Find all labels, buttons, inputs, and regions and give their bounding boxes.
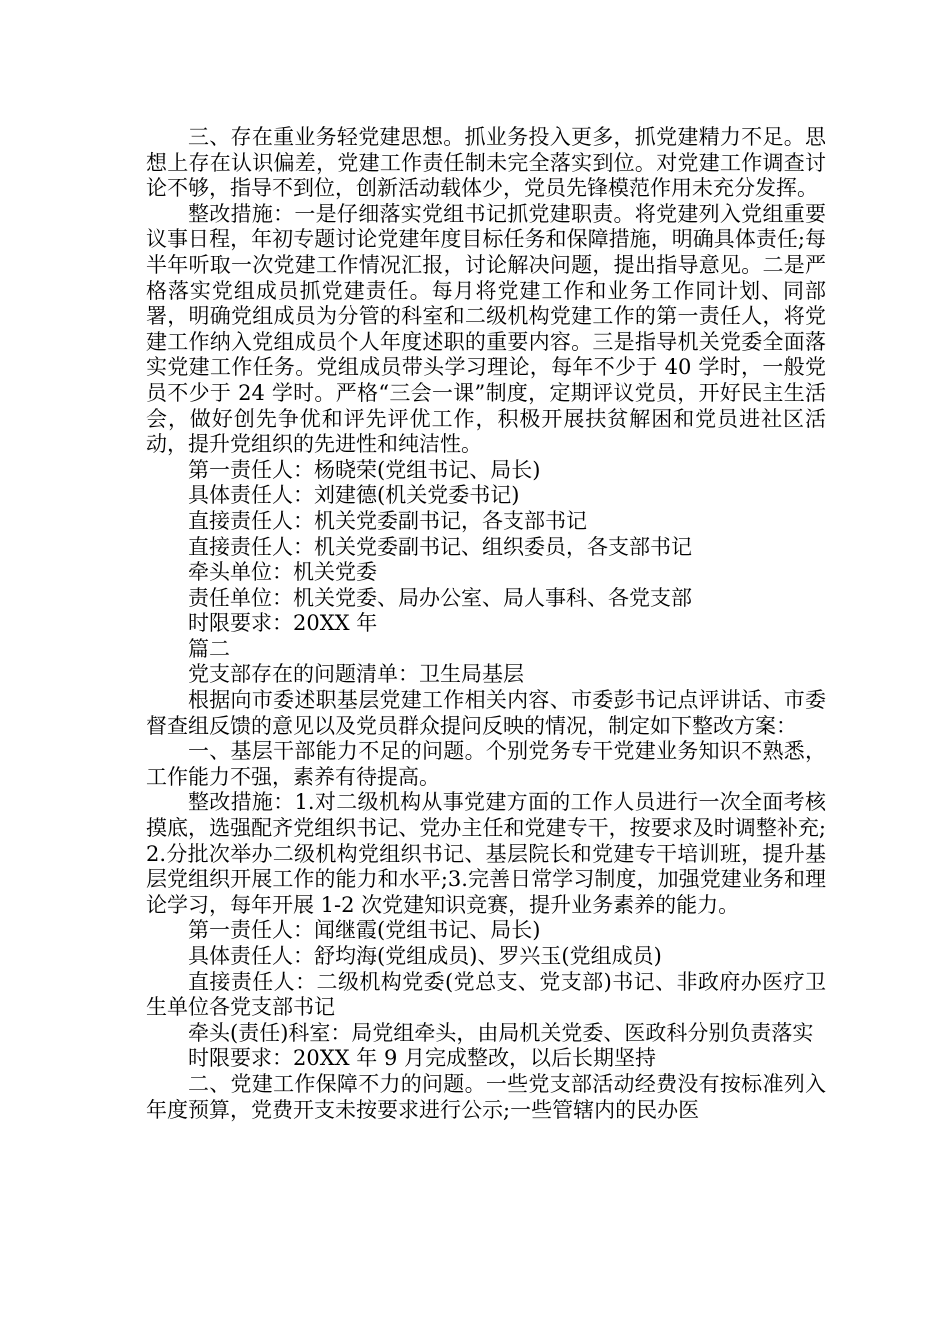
paragraph-lead-department: 牵头(责任)科室：局党组牵头，由局机关党委、医政科分别负责落实: [188, 1020, 814, 1045]
paragraph-direct-responsible-2: 直接责任人：机关党委副书记、组织委员，各支部书记: [188, 534, 692, 559]
paragraph-direct-responsible-3: 直接责任人：二级机构党委(党总支、党支部)书记、非政府办医疗卫生单位各党支部书记: [146, 969, 826, 1020]
paragraph-first-responsible-2: 第一责任人：闻继霞(党组书记、局长): [188, 918, 541, 943]
paragraph-specific-responsible-2: 具体责任人：舒均海(党组成员)、罗兴玉(党组成员): [188, 944, 662, 968]
paragraph-direct-responsible: 直接责任人：机关党委副书记，各支部书记: [188, 508, 587, 533]
paragraph-issue-one: 一、基层干部能力不足的问题。个别党务专干党建业务知识不熟悉，工作能力不强，素养有待提高。: [146, 739, 826, 789]
paragraph-issue-two: 二、党建工作保障不力的问题。一些党支部活动经费没有按标准列入年度预算，党费开支未按要求进行公示;一些管辖内的民办医: [146, 1071, 826, 1122]
document-body: [146, 125, 826, 1123]
paragraph-first-responsible: 第一责任人：杨晓荣(党组书记、局长): [188, 457, 541, 482]
paragraph-rectification-measures-2: 整改措施：1.对二级机构从事党建方面的工作人员进行一次全面考核摸底，选强配齐党组织书记、党办主任和党建专干，按要求及时调整补充;2.分批次举办二级机构党组织书记、基层院长和党建专干培训班，提升基层党组织开展工作的能力和水平;3.完善日常学习制度，加强党建业务和理论学习，每年开展 1-2 次党建知识竞赛，提升业务素养的能力。: [146, 790, 826, 917]
paragraph-rectification-measures: 整改措施：一是仔细落实党组书记抓党建职责。将党建列入党组重要议事日程，年初专题讨论党建年度目标任务和保障措施，明确具体责任;每半年听取一次党建工作情况汇报，讨论解决问题，提出指导意见。二是严格落实党组成员抓党建责任。每月将党建工作和业务工作同计划、同部署，明确党组成员为分管的科室和二级机构党建工作的第一责任人，将党建工作纳入党组成员个人年度述职的重要内容。三是指导机关党委全面落实党建工作任务。党组成员带头学习理论，每年不少于 40 学时，一般党员不少于 24 学时。严格“三会一课”制度，定期评议党员，开好民主生活会，做好创先争优和评先评优工作，积极开展扶贫解困和党员进社区活动，提升党组织的先进性和纯洁性。: [146, 201, 826, 457]
paragraph-specific-responsible: 具体责任人：刘建德(机关党委书记): [188, 483, 520, 508]
paragraph-deadline-2: 时限要求：20XX 年 9 月完成整改，以后长期坚持: [188, 1046, 657, 1071]
paragraph-issue-three: 三、存在重业务轻党建思想。抓业务投入更多，抓党建精力不足。思想上存在认识偏差，党建工作责任制未完全落实到位。对党建工作调查讨论不够，指导不到位，创新活动载体少，党员先锋模范作用未充分发挥。: [146, 125, 826, 201]
paragraph-deadline: 时限要求：20XX 年: [188, 611, 378, 636]
paragraph-problem-list-title: 党支部存在的问题清单：卫生局基层: [188, 662, 524, 687]
section-heading-part-two: 篇二: [188, 636, 230, 661]
paragraph-responsible-units: 责任单位：机关党委、局办公室、局人事科、各党支部: [188, 585, 692, 610]
paragraph-lead-unit: 牵头单位：机关党委: [188, 560, 377, 585]
paragraph-plan-basis: 根据向市委述职基层党建工作相关内容、市委彭书记点评讲话、市委督查组反馈的意见以及党员群众提问反映的情况，制定如下整改方案：: [146, 688, 826, 738]
